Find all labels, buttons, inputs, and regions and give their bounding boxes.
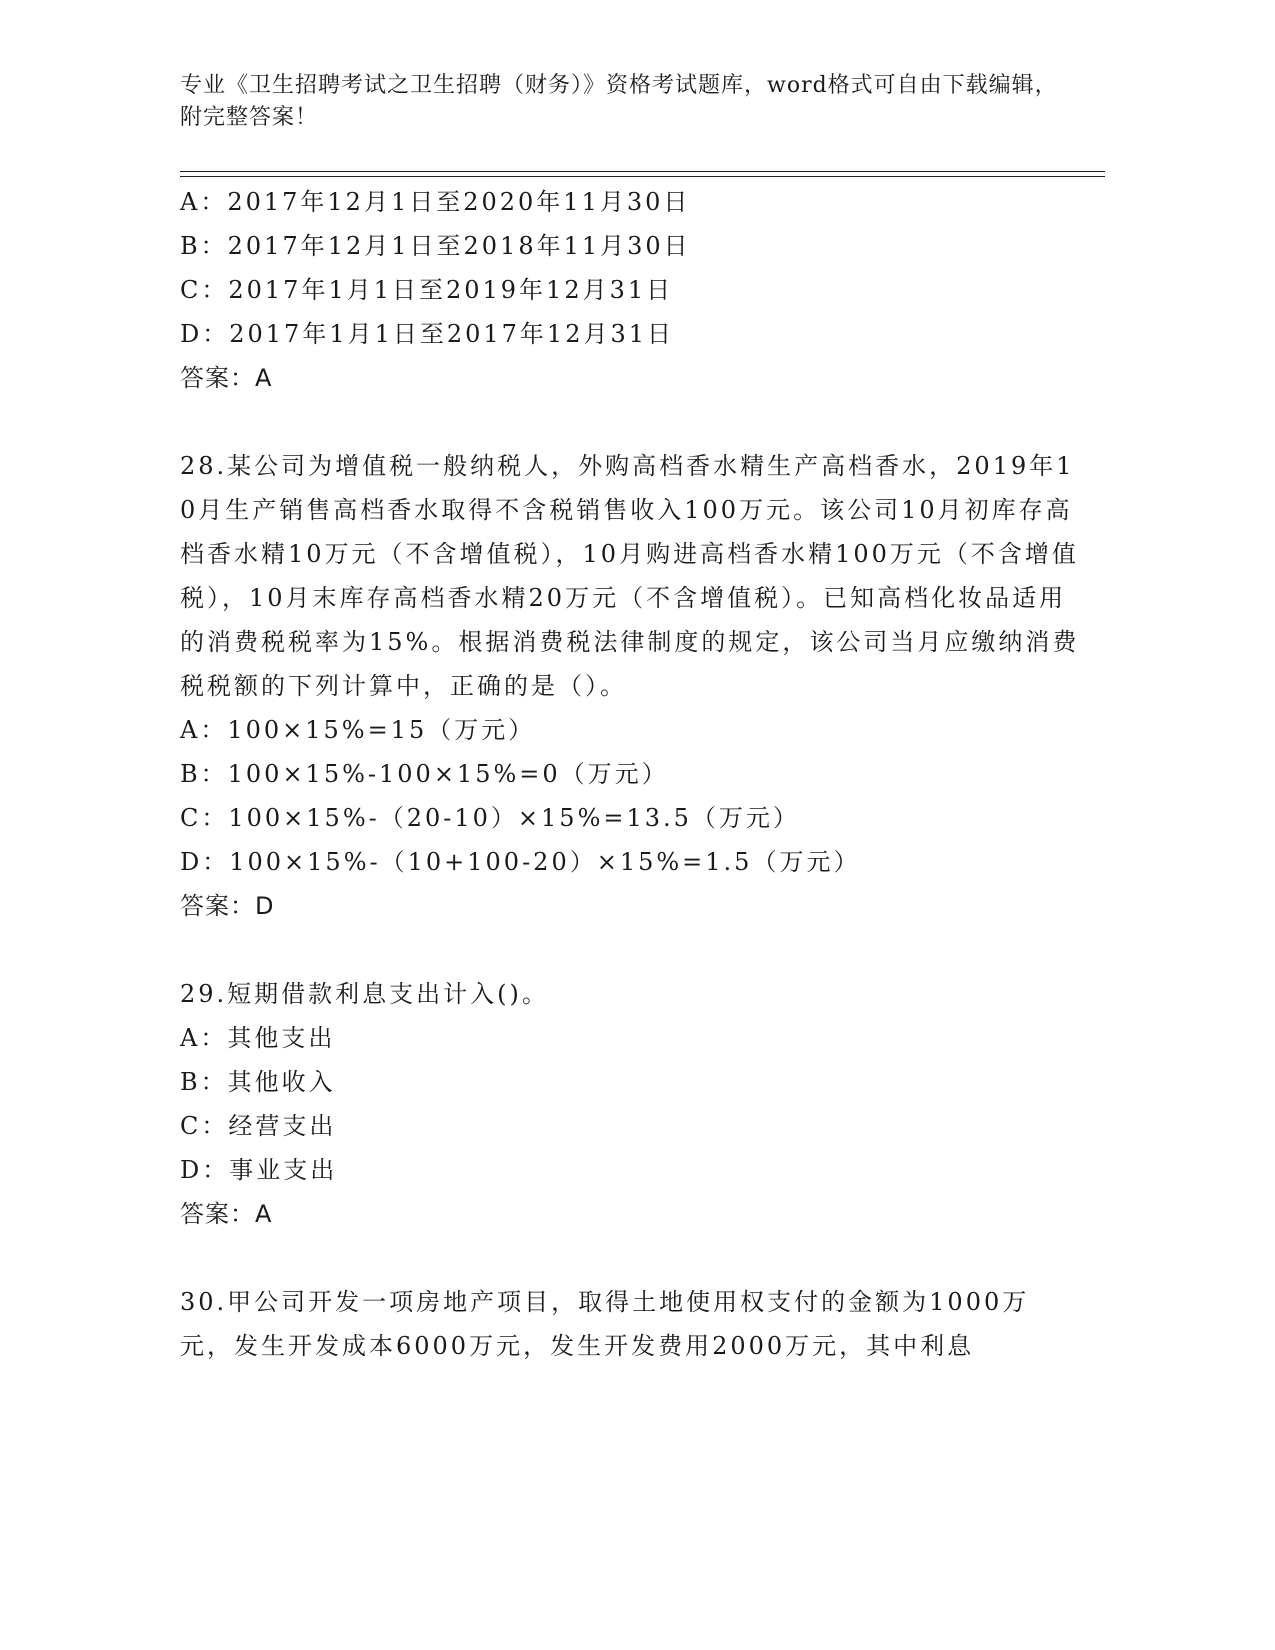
option-b: B：2017年12月1日至2018年11月30日 — [180, 232, 691, 260]
header-divider-bottom — [180, 176, 1105, 177]
question-28 — [180, 444, 1080, 928]
question-stem: 29.短期借款利息支出计入()。 — [180, 980, 549, 1008]
document-header: 专业《卫生招聘考试之卫生招聘（财务）》资格考试题库，word格式可自由下载编辑，附完整答案！ — [180, 73, 1058, 130]
header-divider-top — [180, 171, 1105, 172]
spacer — [180, 928, 1080, 972]
answer-line: 答案：A — [180, 364, 273, 392]
option-a: A：100×15%=15（万元） — [180, 716, 536, 744]
question-29 — [180, 972, 1080, 1236]
option-a: A：2017年12月1日至2020年11月30日 — [180, 188, 691, 216]
spacer — [180, 1236, 1080, 1280]
option-d: D：100×15%-（10+100-20）×15%=1.5（万元） — [180, 848, 861, 876]
spacer — [180, 400, 1080, 444]
question-stem: 30.甲公司开发一项房地产项目，取得土地使用权支付的金额为1000万元，发生开发成本6000万元，发生开发费用2000万元，其中利息 — [180, 1288, 1030, 1360]
question-content — [180, 180, 1080, 1368]
option-d: D：事业支出 — [180, 1156, 338, 1184]
answer-line: 答案：A — [180, 1200, 273, 1228]
question-27 — [180, 180, 1080, 400]
option-b: B：100×15%-100×15%=0（万元） — [180, 760, 669, 788]
question-stem: 28.某公司为增值税一般纳税人，外购高档香水精生产高档香水，2019年10月生产销售高档香水取得不含税销售收入100万元。该公司10月初库存高档香水精10万元（不含增值税），10月购进高档香水精100万元（不含增值税），10月末库存高档香水精20万元（不含增值税）。已知高档化妆品适用的消费税税率为15%。根据消费税法律制度的规定，该公司当月应缴纳消费税税额的下列计算中，正确的是（）。 — [180, 452, 1080, 700]
option-c: C：2017年1月1日至2019年12月31日 — [180, 276, 674, 304]
option-d: D：2017年1月1日至2017年12月31日 — [180, 320, 675, 348]
option-a: A：其他支出 — [180, 1024, 336, 1052]
option-c: C：经营支出 — [180, 1112, 337, 1140]
option-c: C：100×15%-（20-10）×15%=13.5（万元） — [180, 804, 800, 832]
question-30 — [180, 1280, 1080, 1368]
answer-line: 答案：D — [180, 892, 275, 920]
option-b: B：其他收入 — [180, 1068, 336, 1096]
